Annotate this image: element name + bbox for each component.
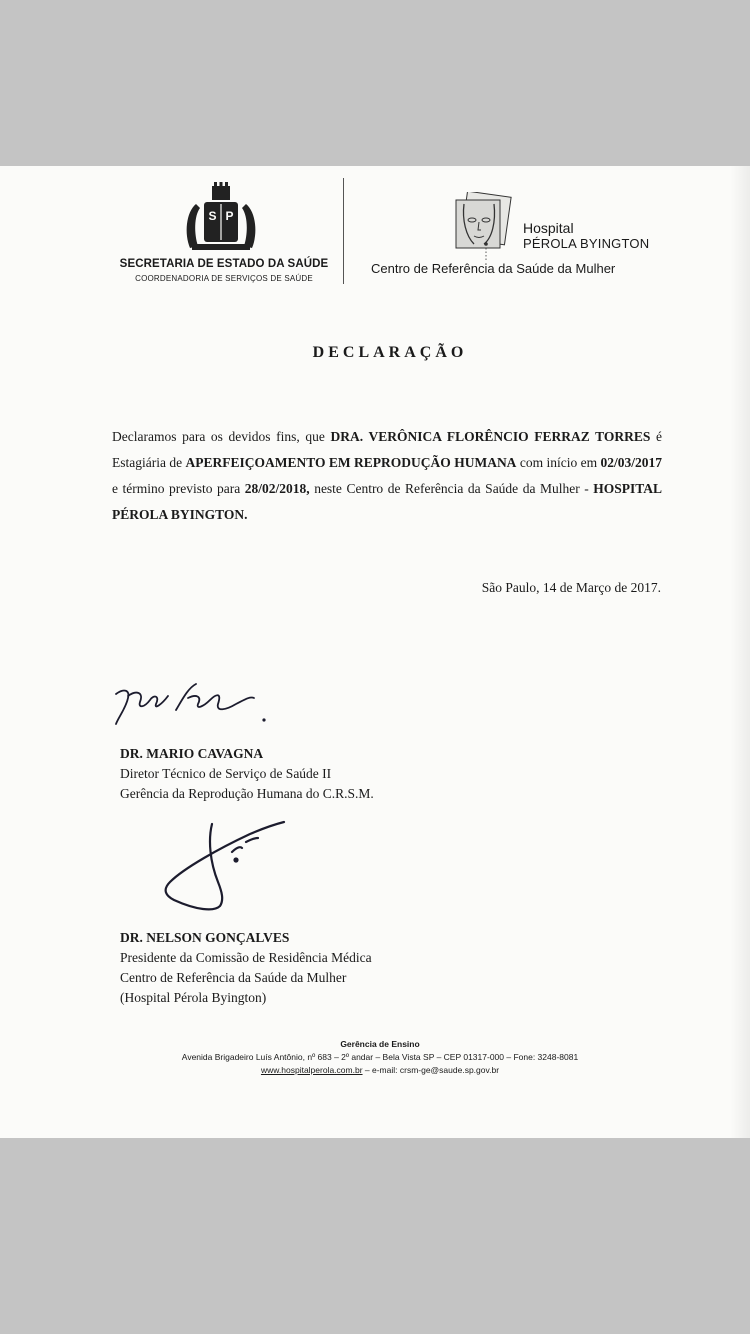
signatory-hospital: (Hospital Pérola Byington)	[120, 990, 267, 1005]
hospital-subtitle: Centro de Referência da Saúde da Mulher	[371, 261, 616, 276]
hospital-logo-icon	[450, 192, 516, 264]
body-text-1: Declaramos para os devidos fins, que	[112, 429, 331, 444]
declaration-paragraph	[112, 424, 662, 528]
signatory-block-2	[120, 928, 372, 1008]
body-text-2: é Estagiária de	[112, 429, 662, 470]
signatory-name: DR. NELSON GONÇALVES	[120, 930, 290, 945]
signatory-name: DR. MARIO CAVAGNA	[120, 746, 264, 761]
signature-mario	[110, 674, 280, 736]
signatory-role: Presidente da Comissão de Residência Médica	[120, 950, 372, 965]
crest-letter-s: S	[208, 209, 217, 223]
email-address[interactable]: crsm-ge@saude.sp.gov.br	[399, 1065, 500, 1075]
signatory-department: Centro de Referência da Saúde da Mulher	[120, 970, 347, 985]
student-name: DRA. VERÔNICA FLORÊNCIO FERRAZ TORRES	[330, 429, 651, 444]
header-divider	[343, 178, 344, 284]
start-date: 02/03/2017	[600, 455, 663, 470]
footer-contact	[160, 1064, 600, 1077]
place-date: São Paulo, 14 de Março de 2017.	[481, 580, 661, 595]
signatory-block-1	[120, 744, 374, 804]
sp-crest-icon	[182, 182, 260, 254]
hospital-label: Hospital	[523, 220, 574, 236]
body-text-5: neste Centro de Referência da Saúde da Mulher -	[309, 481, 594, 496]
crest-letter-p: P	[225, 209, 234, 223]
secretaria-subtitle: COORDENADORIA DE SERVIÇOS DE SAÚDE	[135, 274, 313, 283]
end-date: 28/02/2018,	[244, 481, 310, 496]
signatory-department: Gerência da Reprodução Humana do C.R.S.M.	[120, 786, 374, 801]
document-page	[0, 166, 750, 1138]
signature-nelson	[160, 820, 290, 920]
course-name: APERFEIÇOAMENTO EM REPRODUÇÃO HUMANA	[185, 455, 517, 470]
secretaria-title: SECRETARIA DE ESTADO DA SAÚDE	[119, 258, 329, 270]
footer	[160, 1038, 600, 1077]
hospital-name: PÉROLA BYINGTON	[523, 236, 650, 251]
hospital-ref: HOSPITAL PÉROLA BYINGTON.	[112, 481, 662, 522]
document-title: DECLARAÇÃO	[312, 344, 468, 361]
footer-address: Avenida Brigadeiro Luís Antônio, nº 683 – 2º andar – Bela Vista SP – CEP 01317-000 – Fone: 3248-8081	[181, 1052, 579, 1062]
email-prefix: – e-mail:	[362, 1065, 400, 1075]
signatory-role: Diretor Técnico de Serviço de Saúde II	[120, 766, 332, 781]
body-text-3: com início em	[516, 455, 601, 470]
body-text-4: e término previsto para	[112, 481, 245, 496]
website-link[interactable]: www.hospitalperola.com.br	[260, 1065, 363, 1075]
footer-title: Gerência de Ensino	[340, 1039, 420, 1049]
